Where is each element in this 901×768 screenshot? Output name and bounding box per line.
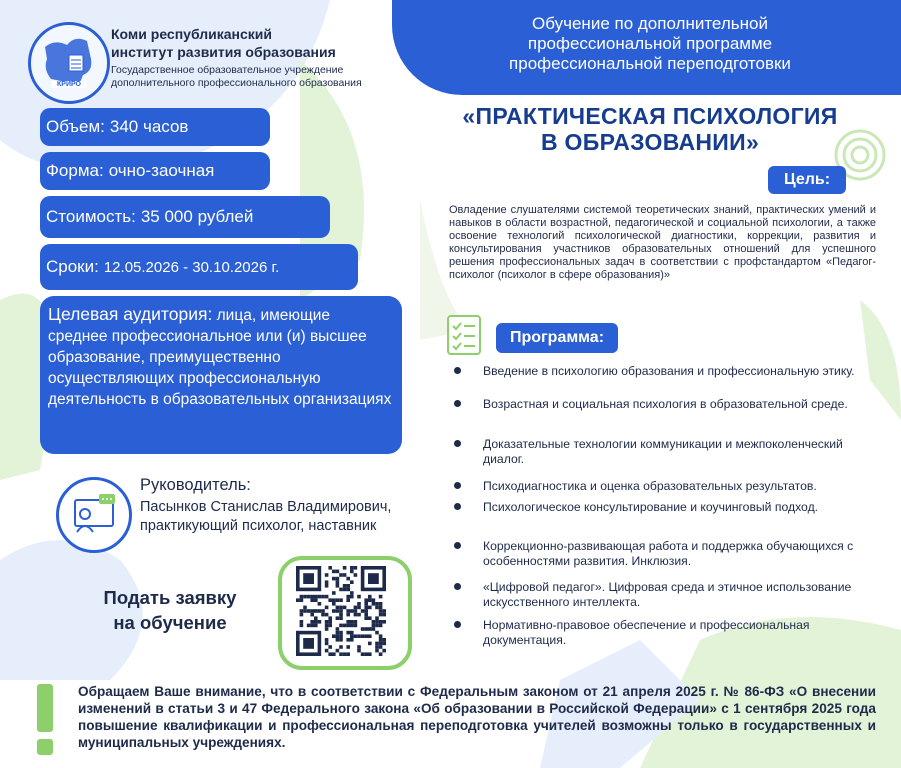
program-item-text: Доказательные технологии коммуникации и межпоколенческий диалог. bbox=[483, 437, 843, 466]
program-item-text: Коррекционно-развивающая работа и поддержка обучающихся с особенностями развития. Инклюзия. bbox=[483, 539, 854, 568]
volume-pill bbox=[40, 108, 270, 146]
org-name bbox=[111, 25, 336, 61]
apply-text bbox=[80, 585, 260, 635]
qr-code-icon[interactable] bbox=[296, 566, 386, 656]
header-line-1: Обучение по дополнительной bbox=[532, 14, 768, 33]
volume-label: Объем: bbox=[46, 117, 105, 136]
org-sub-line-2: дополнительного профессионального образования bbox=[111, 77, 362, 89]
dates-value: 12.05.2026 - 30.10.2026 г. bbox=[103, 258, 280, 276]
form-pill bbox=[40, 152, 270, 190]
org-logo bbox=[28, 22, 110, 104]
title-line-1: «ПРАКТИЧЕСКАЯ ПСИХОЛОГИЯ bbox=[462, 103, 838, 129]
audience-text: лица, имеющие среднее профессиональное или (и) высшее образование, преимущественно осуществляющих профессиональную деятельность в образовательных организациях bbox=[48, 307, 392, 408]
program-item bbox=[450, 618, 880, 648]
head-text bbox=[140, 498, 391, 536]
program-item bbox=[450, 539, 880, 580]
org-name-line-1: Коми республиканский bbox=[111, 26, 272, 42]
org-subtitle bbox=[111, 64, 362, 90]
form-label: Форма: bbox=[46, 161, 104, 180]
bullet-icon bbox=[454, 367, 461, 374]
program-item-text: Возрастная и социальная психология в образовательной среде. bbox=[483, 397, 848, 411]
teacher-icon bbox=[56, 477, 132, 553]
bullet-icon bbox=[454, 503, 461, 510]
dates-pill bbox=[40, 244, 358, 290]
apply-line-2: на обучение bbox=[113, 612, 227, 633]
header-line-3: профессиональной переподготовки bbox=[509, 54, 791, 73]
logo-map-icon bbox=[31, 25, 107, 101]
head-title: Руководитель: bbox=[140, 476, 251, 494]
bullet-icon bbox=[454, 440, 461, 447]
program-item bbox=[450, 479, 880, 500]
goal-label: Цель: bbox=[768, 166, 846, 194]
bullet-icon bbox=[454, 400, 461, 407]
exclamation-icon bbox=[34, 684, 56, 761]
program-item bbox=[450, 397, 880, 437]
program-label: Программа: bbox=[496, 323, 618, 353]
audience-box bbox=[40, 296, 402, 454]
form-value: очно-заочная bbox=[108, 161, 215, 180]
qr-code-frame[interactable] bbox=[278, 556, 412, 670]
org-sub-line-1: Государственное образовательное учреждение bbox=[111, 64, 344, 76]
bullet-icon bbox=[454, 583, 461, 590]
apply-line-1: Подать заявку bbox=[103, 587, 237, 608]
program-item bbox=[450, 437, 880, 479]
program-title bbox=[430, 103, 870, 155]
program-item bbox=[450, 364, 880, 397]
header-text bbox=[440, 14, 860, 74]
logo-text: КРИРО bbox=[51, 81, 87, 88]
checklist-icon bbox=[444, 314, 486, 361]
volume-value: 340 часов bbox=[109, 117, 189, 136]
head-line-2: практикующий психолог, наставник bbox=[140, 518, 377, 534]
cost-label: Стоимость: bbox=[46, 207, 136, 226]
program-list bbox=[450, 364, 880, 648]
org-name-line-2: институт развития образования bbox=[111, 44, 336, 60]
program-item-text: Психологическое консультирование и коучинговый подход. bbox=[483, 500, 819, 514]
bullet-icon bbox=[454, 482, 461, 489]
audience-label: Целевая аудитория: bbox=[48, 304, 213, 324]
dates-label: Сроки: bbox=[46, 257, 99, 276]
bullet-icon bbox=[454, 542, 461, 549]
program-item-text: Введение в психологию образования и профессиональную этику. bbox=[483, 364, 855, 378]
head-line-1: Пасынков Станислав Владимирович, bbox=[140, 499, 392, 515]
legal-notice: Обращаем Ваше внимание, что в соответствии с Федеральным законом от 21 апреля 2025 г. № 86-ФЗ «О внесении изменений в статьи 3 и 47 Федерального закона «Об образовании в Российской Федерации» с 1 сентября 2025 года повышение квалификации и профессиональная переподготовка учителей возможны только в государственных и муниципальных учреждениях. bbox=[78, 684, 876, 750]
program-item-text: Психодиагностика и оценка образовательных результатов. bbox=[483, 479, 817, 493]
program-item bbox=[450, 580, 880, 618]
cost-value: 35 000 рублей bbox=[140, 207, 254, 226]
program-item-text: «Цифровой педагог». Цифровая среда и этичное использование искусственного интеллекта. bbox=[483, 580, 852, 609]
goal-text: Овладение слушателями системой теоретических знаний, практических умений и навыков в области возрастной, педагогической и социальной психологии, а также освоение технологий психологической диагностики, коррекции, развития и консультирования участников образовательных отношений для успешного решения профессиональных задач в соответствии с профстандартом «Педагог-психолог (психолог в сфере образования)» bbox=[449, 204, 876, 281]
cost-pill bbox=[40, 196, 330, 238]
program-item-text: Нормативно-правовое обеспечение и профессиональная документация. bbox=[483, 618, 810, 647]
title-line-2: В ОБРАЗОВАНИИ» bbox=[540, 129, 760, 155]
bullet-icon bbox=[454, 621, 461, 628]
program-item bbox=[450, 500, 880, 539]
header-line-2: профессиональной программе bbox=[527, 34, 773, 53]
